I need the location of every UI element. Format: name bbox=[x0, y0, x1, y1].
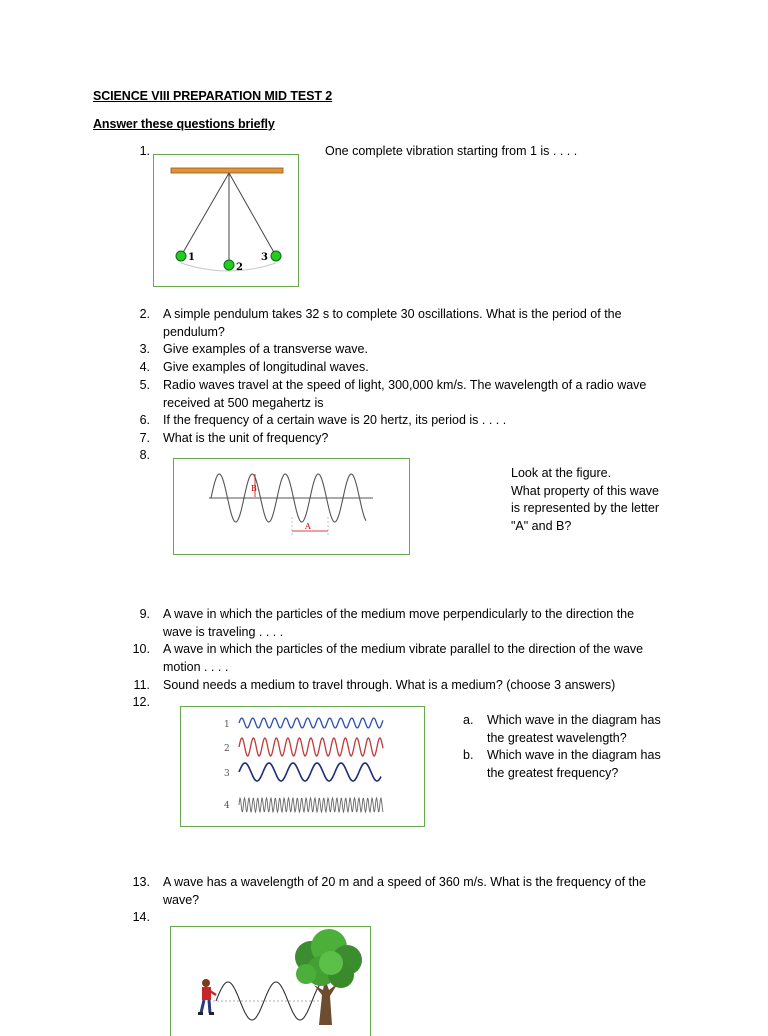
wave-2 bbox=[239, 738, 383, 756]
four-waves-diagram bbox=[181, 707, 424, 826]
question-text: A simple pendulum takes 32 s to complete 30 oscillations. What is the period of the pendulum? bbox=[163, 307, 622, 339]
wave-label-2: 2 bbox=[224, 744, 230, 754]
person-figure bbox=[198, 979, 216, 1015]
question-number: 1. bbox=[139, 144, 150, 158]
wave-label-3: 3 bbox=[224, 769, 230, 779]
label-3: 3 bbox=[261, 252, 268, 263]
question-number: 3. bbox=[139, 342, 150, 356]
question-text: If the frequency of a certain wave is 20 hertz, its period is . . . . bbox=[163, 413, 507, 427]
rope-wave-diagram bbox=[171, 927, 370, 1025]
rope-wave-figure bbox=[170, 926, 371, 1036]
question-number: 12. bbox=[132, 695, 150, 709]
question-number: 2. bbox=[139, 307, 150, 321]
page-title: SCIENCE VIII PREPARATION MID TEST 2 bbox=[93, 89, 333, 103]
wave-1 bbox=[239, 718, 383, 728]
pendulum-diagram bbox=[154, 155, 298, 286]
question-text: Give examples of longitudinal waves. bbox=[163, 360, 369, 374]
four-waves-figure bbox=[180, 706, 425, 827]
question-number: 5. bbox=[139, 378, 150, 392]
pendulum-figure bbox=[153, 154, 299, 287]
tree-figure bbox=[295, 929, 362, 1025]
question-text: One complete vibration starting from 1 is . . . . bbox=[325, 144, 578, 158]
wave-4 bbox=[239, 798, 383, 812]
question-text: Sound needs a medium to travel through. What is a medium? (choose 3 answers) bbox=[163, 678, 616, 692]
question-text: Radio waves travel at the speed of light, 300,000 km/s. The wavelength of a radio wave received at 500 megahertz is bbox=[163, 378, 647, 410]
wave-3 bbox=[239, 763, 381, 781]
question-number: 8. bbox=[139, 448, 150, 462]
question-text: A wave in which the particles of the medium move perpendicularly to the direction the wave is traveling . . . . bbox=[163, 607, 635, 639]
pendulum-support-bar bbox=[171, 168, 283, 173]
bob-position-2 bbox=[224, 260, 234, 270]
bob-position-1 bbox=[176, 251, 186, 261]
question-number: 13. bbox=[132, 875, 150, 889]
question-number: 10. bbox=[132, 642, 150, 656]
question-8-prompt: Look at the figure. What property of this wave is represented by the letter "A" and B? bbox=[511, 466, 659, 533]
question-number: 4. bbox=[139, 360, 150, 374]
wave-property-figure bbox=[173, 458, 410, 555]
wave-label-1: 1 bbox=[224, 720, 230, 730]
instructions-heading: Answer these questions briefly bbox=[93, 117, 275, 131]
question-number: 9. bbox=[139, 607, 150, 621]
label-1: 1 bbox=[188, 252, 195, 263]
string-right bbox=[229, 173, 276, 256]
label-2: 2 bbox=[236, 262, 243, 273]
question-number: 11. bbox=[133, 678, 150, 692]
question-text: A wave in which the particles of the medium vibrate parallel to the direction of the wave motion . . . . bbox=[163, 642, 644, 674]
string-left bbox=[181, 173, 229, 256]
bob-position-3 bbox=[271, 251, 281, 261]
question-text: A wave has a wavelength of 20 m and a speed of 360 m/s. What is the frequency of the wave? bbox=[163, 875, 646, 907]
question-number: 7. bbox=[139, 431, 150, 445]
question-text: What is the unit of frequency? bbox=[163, 431, 329, 445]
wave-diagram bbox=[174, 459, 409, 554]
question-number: 14. bbox=[132, 910, 150, 924]
label-a: A bbox=[305, 522, 311, 531]
wave-label-4: 4 bbox=[224, 801, 230, 811]
question-number: 6. bbox=[139, 413, 150, 427]
label-b: B bbox=[251, 484, 257, 493]
question-text: Give examples of a transverse wave. bbox=[163, 342, 368, 356]
